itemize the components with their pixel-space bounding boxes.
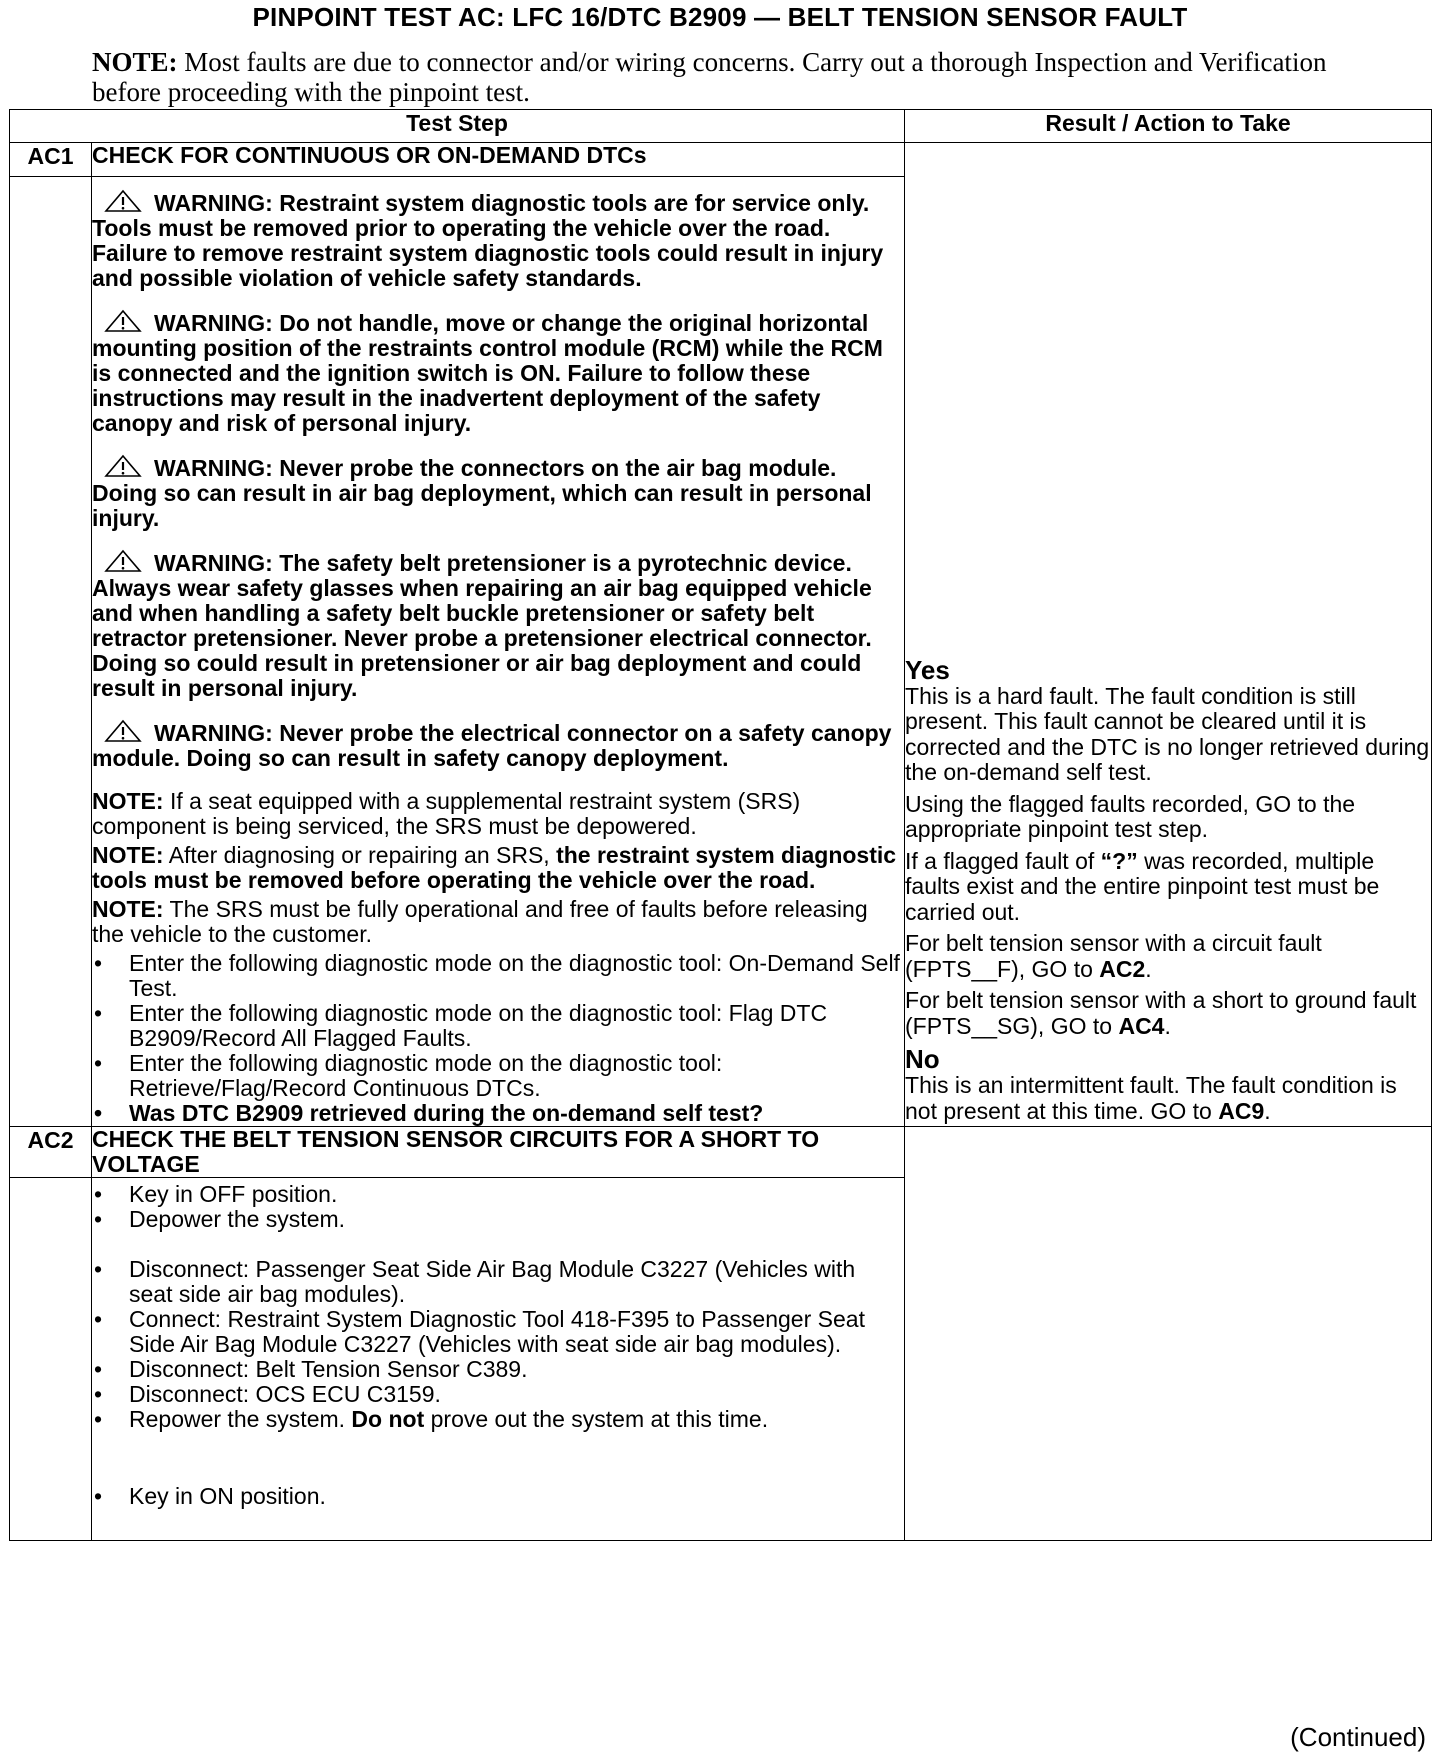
result-circuit-fault (905, 931, 1431, 982)
step-title-ac1: CHECK FOR CONTINUOUS OR ON-DEMAND DTCs (92, 143, 905, 177)
goto-ac2-link[interactable]: AC2 (1099, 955, 1146, 982)
note-1 (92, 789, 904, 839)
result-no-label: No (905, 1044, 940, 1074)
step-title-ac2: CHECK THE BELT TENSION SENSOR CIRCUITS FOR A SHORT TO VOLTAGE (92, 1127, 905, 1178)
step-id-ac1: AC1 (10, 143, 92, 177)
warning-text: WARNING: The safety belt pretensioner is a pyrotechnic device. Always wear safety glasses when repairing an air bag equipped vehicle and when handling a safety belt buckle pretensioner or safety belt retractor pretensioner. Never probe a pretensioner electrical connector. Doing so could result in pretensioner or air bag deployment and could result in personal injury. (92, 550, 872, 701)
step-ac1-id-spacer (10, 177, 92, 1127)
warning-item (92, 189, 904, 291)
step-id-ac2: AC2 (10, 1127, 92, 1178)
note-text: Most faults are due to connector and/or wiring concerns. Carry out a thorough Inspection and Verification before proceeding with the pinpoint test. (92, 47, 1327, 107)
rq-bold: “?” (1100, 847, 1138, 874)
warning-text: WARNING: Do not handle, move or change the original horizontal mounting position of the restraints control module (RCM) while the RCM is connected and the ignition switch is ON. Failure to follow these instructions may result in the inadvertent deployment of the safety canopy and risk of personal injury. (92, 310, 883, 436)
intro-note (92, 47, 1392, 107)
warning-triangle-icon (104, 549, 142, 573)
ac1-question-list (92, 1101, 904, 1126)
note-3-text: The SRS must be fully operational and free of faults before releasing the vehicle to the customer. (92, 896, 868, 947)
list-item: • Enter the following diagnostic mode on the diagnostic tool: Flag DTC B2909/Record All Flagged Faults. (92, 1001, 904, 1051)
ac1-bullet-list (92, 951, 904, 1101)
list-item: • Enter the following diagnostic mode on the diagnostic tool: Retrieve/Flag/Record Continuous DTCs. (92, 1051, 904, 1101)
warning-triangle-icon (104, 309, 142, 333)
warning-item (92, 454, 904, 531)
result-flagged-text: Using the flagged faults recorded, GO to the appropriate pinpoint test step. (905, 790, 1356, 842)
note-2 (92, 843, 904, 893)
warning-triangle-icon (104, 719, 142, 743)
rq-post: was recorded, multiple faults exist and the entire pinpoint test must be carried out. (905, 847, 1380, 925)
step-ac2-id-spacer (10, 1178, 92, 1541)
list-item: • Disconnect: Passenger Seat Side Air Bag Module C3227 (Vehicles with seat side air bag modules). (92, 1257, 904, 1307)
ac2-bullet-list-c (92, 1484, 904, 1509)
header-result: Result / Action to Take (905, 110, 1432, 143)
warning-text: WARNING: Never probe the electrical connector on a safety canopy module. Doing so can result in safety canopy deployment. (92, 720, 892, 771)
goto-ac4-link[interactable]: AC4 (1118, 1012, 1165, 1039)
note-label: NOTE: (92, 896, 164, 922)
rn-text: This is an intermittent fault. The fault condition is not present at this time. GO to (905, 1072, 1397, 1124)
list-item: • Depower the system. (92, 1207, 904, 1232)
note-1-text: If a seat equipped with a supplemental restraint system (SRS) component is being serviced, the SRS must be depowered. (92, 788, 801, 839)
rq-pre: If a flagged fault of (905, 847, 1095, 874)
goto-ac9-link[interactable]: AC9 (1218, 1097, 1265, 1124)
warning-triangle-icon (104, 189, 142, 213)
ac2-repower-list (92, 1407, 904, 1432)
rc-dot: . (1145, 955, 1152, 982)
repower-bold: Do not (351, 1406, 425, 1432)
result-question-mark-text (905, 849, 1431, 926)
step-ac1-body (92, 177, 905, 1127)
warning-item (92, 309, 904, 436)
result-yes-text: This is a hard fault. The fault condition is still present. This fault cannot be cleared until it is corrected and the DTC is no longer retrieved during the on-demand self test. (905, 682, 1430, 785)
step-ac1-title-row (10, 143, 1432, 177)
page-title: PINPOINT TEST AC: LFC 16/DTC B2909 — BELT TENSION SENSOR FAULT (252, 2, 1188, 32)
rs-dot: . (1164, 1012, 1171, 1039)
note-label: NOTE: (92, 47, 178, 77)
result-short-fault (905, 988, 1431, 1039)
repower-post: prove out the system at this time. (430, 1406, 769, 1432)
note-2-text: After diagnosing or repairing an SRS, (168, 842, 550, 868)
warning-item (92, 719, 904, 771)
result-ac1 (905, 143, 1432, 1127)
warning-triangle-icon (104, 454, 142, 478)
warnings-list (92, 189, 904, 771)
result-yes-label: Yes (905, 654, 950, 685)
warning-text: WARNING: Never probe the connectors on the air bag module. Doing so can result in air bag deployment, which can result in personal injury. (92, 455, 872, 531)
result-ac2 (905, 1127, 1432, 1541)
ac2-repower-item (92, 1407, 904, 1432)
note-2-bold: the restraint system diagnostic tools must be removed before operating the vehicle over the road. (92, 842, 897, 893)
warning-item (92, 549, 904, 701)
repower-pre: Repower the system. (129, 1406, 346, 1432)
ac2-bullet-list-a (92, 1182, 904, 1232)
ac1-question: • Was DTC B2909 retrieved during the on-demand self test? (92, 1101, 904, 1126)
list-item: • Key in ON position. (92, 1484, 904, 1509)
ac2-bullet-list-b (92, 1257, 904, 1407)
note-label: NOTE: (92, 842, 164, 868)
note-label: NOTE: (92, 788, 164, 814)
rs-pre: For belt tension sensor with a short to ground fault (FPTS__SG), GO to (905, 987, 1417, 1039)
note-3 (92, 897, 904, 947)
step-ac2-title-row (10, 1127, 1432, 1178)
table-header-row (10, 110, 1432, 143)
pinpoint-test-table (9, 109, 1432, 1541)
continued-label: (Continued) (1290, 1722, 1426, 1752)
list-item: • Connect: Restraint System Diagnostic Tool 418-F395 to Passenger Seat Side Air Bag Module C3227 (Vehicles with seat side air bag modules). (92, 1307, 904, 1357)
step-ac2-body (92, 1178, 905, 1541)
header-test-step: Test Step (10, 110, 905, 143)
list-item: • Disconnect: Belt Tension Sensor C389. (92, 1357, 904, 1382)
warning-text: WARNING: Restraint system diagnostic tools are for service only. Tools must be removed prior to operating the vehicle over the road. Failure to remove restraint system diagnostic tools could result in injury and possible violation of vehicle safety standards. (92, 190, 884, 291)
result-no-text (905, 1073, 1431, 1124)
list-item: • Key in OFF position. (92, 1182, 904, 1207)
rc-pre: For belt tension sensor with a circuit fault (FPTS__F), GO to (905, 930, 1322, 982)
list-item: • Enter the following diagnostic mode on the diagnostic tool: On-Demand Self Test. (92, 951, 904, 1001)
rn-dot: . (1264, 1097, 1271, 1124)
list-item: • Disconnect: OCS ECU C3159. (92, 1382, 904, 1407)
